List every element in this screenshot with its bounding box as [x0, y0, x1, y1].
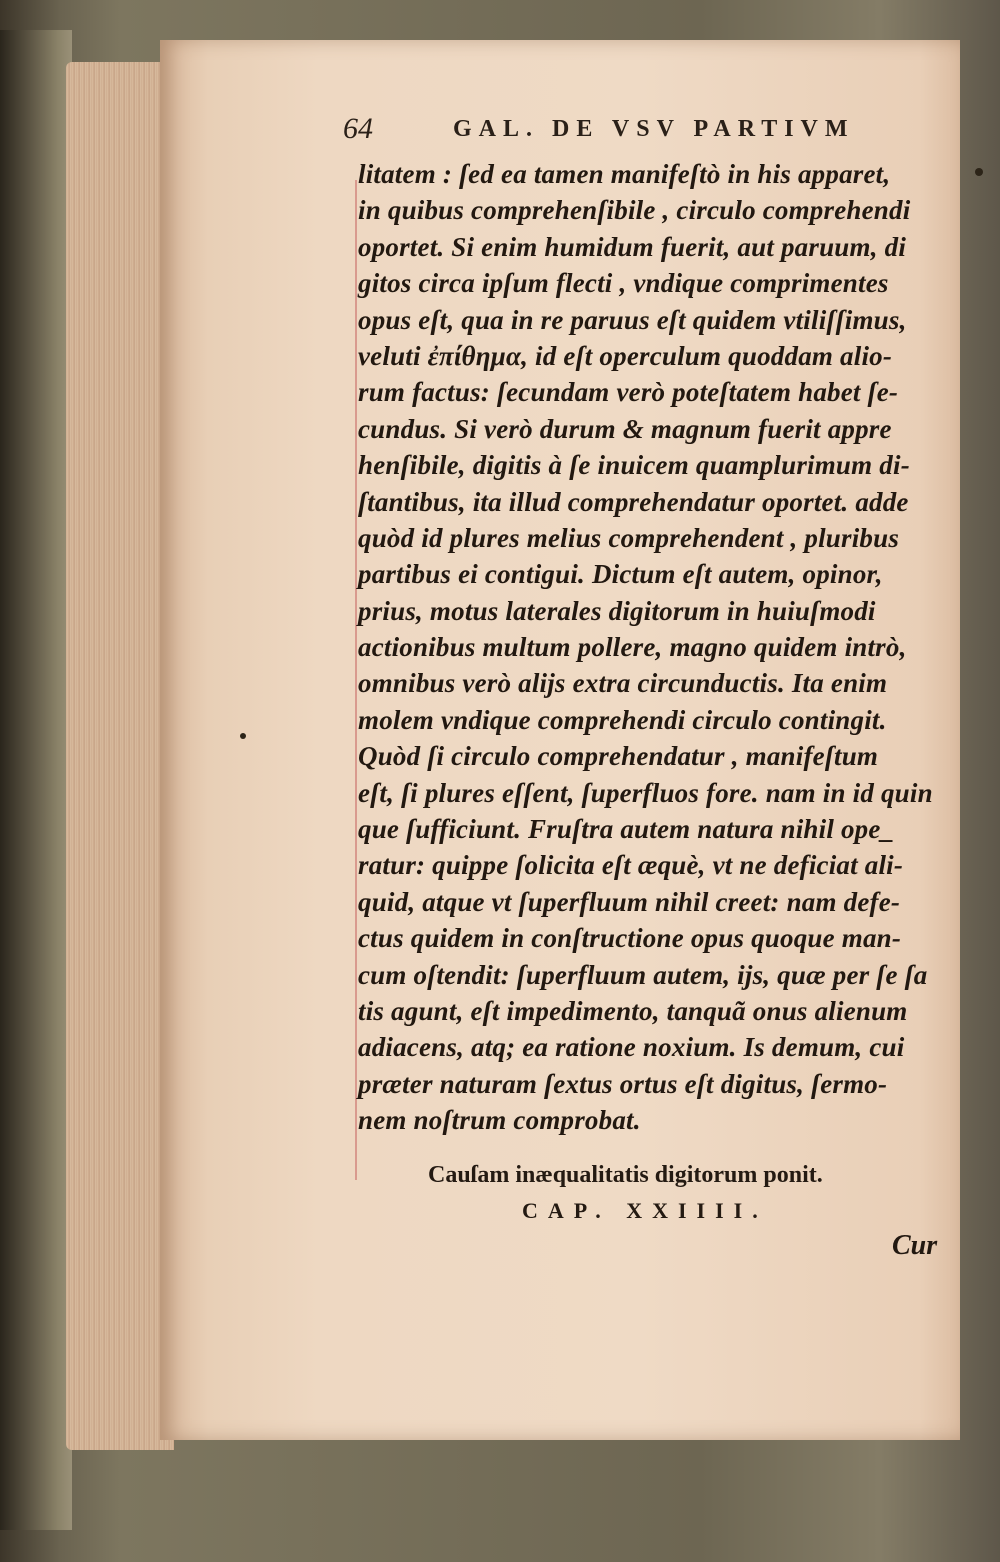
- text-line: litatem : ſed ea tamen manifeſtò in his apparet,: [358, 159, 891, 189]
- text-line: cum oſtendit: ſuperfluum autem, ijs, quæ per ſe ſa: [358, 959, 928, 990]
- running-title: GAL. DE VSV PARTIVM: [453, 116, 855, 142]
- text-line: cundus. Si verò durum & magnum fuerit appre: [358, 413, 892, 444]
- text-line: actionibus multum pollere, magno quidem intrò,: [358, 632, 907, 663]
- text-line: præter naturam ſextus ortus eſt digitus, ſermo-: [358, 1068, 888, 1099]
- text-line: in quibus comprehenſibile , circulo comprehendi: [358, 195, 911, 226]
- text-line: molem vndique comprehendi circulo contingit.: [358, 704, 887, 735]
- ink-speck: [240, 733, 246, 739]
- ink-speck: [975, 168, 983, 176]
- text-line: que ſufficiunt. Fruſtra autem natura nihil ope_: [358, 814, 895, 845]
- text-line: prius, motus laterales digitorum in huiuſmodi: [358, 595, 876, 626]
- text-line: omnibus verò alijs extra circunductis. Ita enim: [358, 668, 888, 699]
- text-line: rum factus: ſecundam verò poteſtatem habet ſe-: [358, 377, 899, 408]
- text-line: adiacens, atq; ea ratione noxium. Is demum, cui: [358, 1032, 905, 1063]
- text-line: quid, atque vt ſuperfluum nihil creet: nam defe-: [358, 886, 901, 917]
- catchword: Cur: [892, 1230, 938, 1261]
- text-line: opus eſt, qua in re paruus eſt quidem vtiliſſimus,: [358, 304, 907, 335]
- text-line: nem noſtrum comprobat.: [358, 1105, 641, 1136]
- page-number: 64: [343, 112, 373, 145]
- text-line: tis agunt, eſt impedimento, tanquã onus alienum: [358, 995, 908, 1026]
- text-line: ctus quidem in conſtructione opus quoque man-: [358, 923, 902, 954]
- book-binding: [0, 30, 72, 1530]
- text-line: veluti ἐπίθημα, id eſt operculum quoddam alio-: [358, 340, 893, 371]
- text-line: eſt, ſi plures eſſent, ſuperfluos fore. nam in id quin: [358, 777, 933, 808]
- text-line: oportet. Si enim humidum fuerit, aut paruum, di: [358, 231, 907, 262]
- margin-rule: [355, 180, 357, 1180]
- page-edges: [66, 62, 174, 1450]
- text-line: Quòd ſi circulo comprehendatur , manifeſtum: [358, 741, 879, 772]
- text-line: henſibile, digitis à ſe inuicem quamplurimum di-: [358, 450, 910, 481]
- chapter-heading: CAP. XXIIII.: [522, 1198, 768, 1223]
- text-line: ſtantibus, ita illud comprehendatur oportet. adde: [358, 486, 909, 517]
- text-body: [358, 156, 958, 1139]
- text-line: quòd id plures melius comprehendent , pluribus: [358, 522, 900, 553]
- running-head: [343, 112, 903, 152]
- text-line: partibus ei contigui. Dictum eſt autem, opinor,: [358, 559, 883, 590]
- text-line: gitos circa ipſum flecti , vndique comprimentes: [358, 268, 889, 299]
- text-line: ratur: quippe ſolicita eſt æquè, vt ne deficiat ali-: [358, 850, 904, 881]
- chapter-summary: Cauſam inæqualitatis digitorum ponit.: [428, 1162, 823, 1188]
